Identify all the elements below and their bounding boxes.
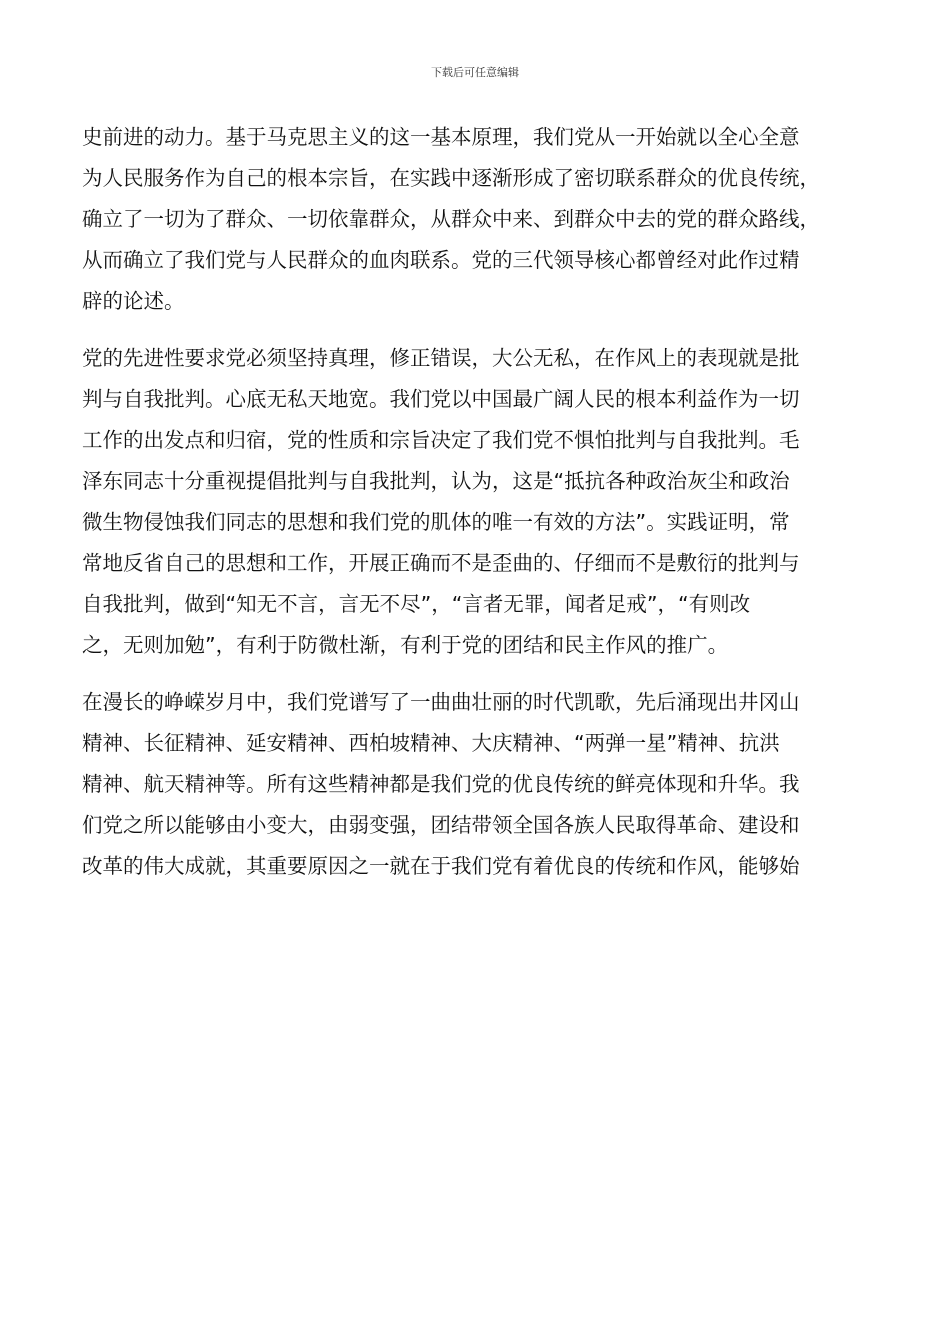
text-line: 为人民服务作为自己的根本宗旨，在实践中逐渐形成了密切联系群众的优良传统，	[82, 166, 820, 190]
paragraph-2	[82, 338, 872, 666]
text-line: 之，无则加勉”，有利于防微杜渐，有利于党的团结和民主作风的推广。	[82, 633, 729, 657]
text-line: 确立了一切为了群众、一切依靠群众，从群众中来、到群众中去的党的群众路线，	[82, 207, 820, 231]
text-line: 泽东同志十分重视提倡批判与自我批判，认为，这是“抵抗各种政治灰尘和政治	[82, 469, 790, 493]
text-line: 精神、长征精神、延安精神、西柏坡精神、大庆精神、“两弹一星”精神、抗洪	[82, 731, 780, 755]
text-line: 在漫长的峥嵘岁月中，我们党谱写了一曲曲壮丽的时代凯歌，先后涌现出井冈山	[82, 690, 800, 714]
document-body	[82, 117, 872, 887]
text-line: 精神、航天精神等。所有这些精神都是我们党的优良传统的鲜亮体现和升华。我	[82, 772, 800, 796]
text-line: 判与自我批判。心底无私天地宽。我们党以中国最广阔人民的根本利益作为一切	[82, 387, 800, 411]
paragraph-3	[82, 682, 872, 887]
page-header: 下载后可任意编辑	[431, 66, 519, 79]
text-line: 常地反省自己的思想和工作，开展正确而不是歪曲的、仔细而不是敷衍的批判与	[82, 551, 800, 575]
text-line: 微生物侵蚀我们同志的思想和我们党的肌体的唯一有效的方法”。实践证明，常	[82, 510, 790, 534]
text-line: 史前进的动力。基于马克思主义的这一基本原理，我们党从一开始就以全心全意	[82, 125, 800, 149]
text-line: 工作的出发点和归宿，党的性质和宗旨决定了我们党不惧怕批判与自我批判。毛	[82, 428, 800, 452]
text-line: 们党之所以能够由小变大，由弱变强，团结带领全国各族人民取得革命、建设和	[82, 813, 800, 837]
text-line: 自我批判，做到“知无不言，言无不尽”，“言者无罪，闻者足戒”，“有则改	[82, 592, 751, 616]
text-line: 改革的伟大成就，其重要原因之一就在于我们党有着优良的传统和作风，能够始	[82, 854, 800, 878]
paragraph-1	[82, 117, 872, 322]
text-line: 从而确立了我们党与人民群众的血肉联系。党的三代领导核心都曾经对此作过精	[82, 248, 800, 272]
text-line: 辟的论述。	[82, 289, 185, 313]
text-line: 党的先进性要求党必须坚持真理，修正错误，大公无私，在作风上的表现就是批	[82, 346, 800, 370]
